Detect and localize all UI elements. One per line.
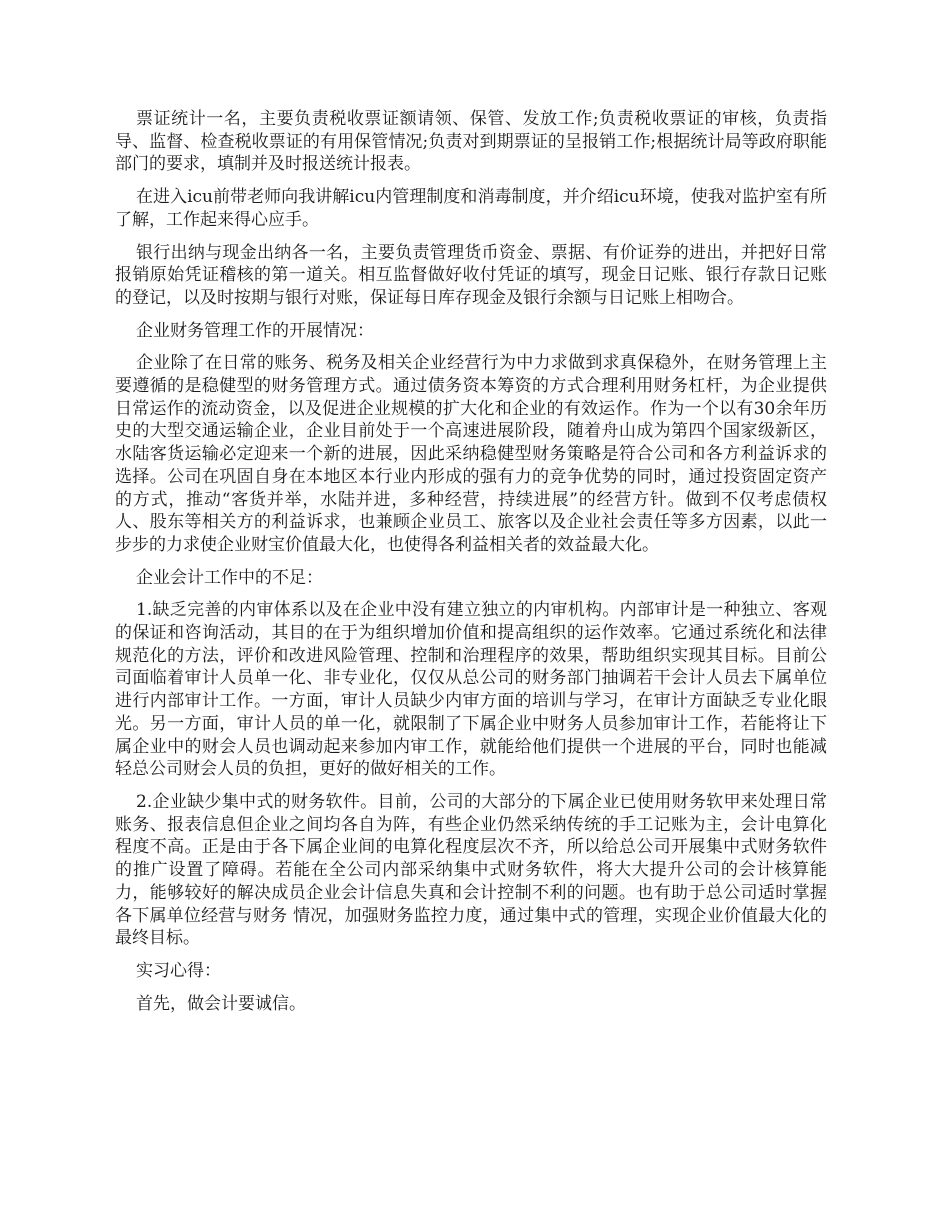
paragraph-tax-receipts: 票证统计一名，主要负责税收票证额请领、保管、发放工作;负责税收票证的审核，负责指导、监督、检查税收票证的有用保管情况;负责对到期票证的呈报销工作;根据统计局等政府职能部门的要求，填制并及时报送统计报表。: [115, 109, 827, 175]
section-heading-internship-reflection: 实习心得：: [136, 960, 221, 981]
paragraph-integrity: 首先，做会计要诚信。: [136, 993, 306, 1014]
paragraph-cashier: 银行出纳与现金出纳各一名，主要负责管理货币资金、票据、有价证券的进出，并把好日常报销原始凭证稽核的第一道关。相互监督做好收付凭证的填写，现金日记账、银行存款日记账的登记，以及时按期与银行对账，保证每日库存现金及银行余额与日记账上相吻合。: [115, 242, 827, 308]
paragraph-shortcoming-software: 2.企业缺少集中式的财务软件。目前，公司的大部分的下属企业已使用财务软甲来处理日常账务、报表信息但企业之间均各自为阵，有些企业仍然采纳传统的手工记账为主，会计电算化程度不高。正是由于各下属企业间的电算化程度层次不齐，所以给总公司开展集中式财务软件的推广设置了障碍。若能在全公司内部采纳集中式财务软件，将大大提升公司的会计核算能力，能够较好的解决成员企业会计信息失真和会计控制不利的问题。也有助于总公司适时掌握各下属单位经营与财务 情况，加强财务监控力度，通过集中式的管理，实现企业价值最大化的最终目标。: [115, 791, 827, 949]
section-heading-financial-management: 企业财务管理工作的开展情况：: [136, 320, 374, 341]
paragraph-icu: 在进入icu前带老师向我讲解icu内管理制度和消毒制度，并介绍icu环境，使我对监护室有所了解，工作起来得心应手。: [115, 187, 827, 230]
paragraph-shortcoming-audit: 1.缺乏完善的内审体系以及在企业中没有建立独立的内审机构。内部审计是一种独立、客观的保证和咨询活动，其目的在于为组织增加价值和提高组织的运作效率。它通过系统化和法律规范化的方法，评价和改进风险管理、控制和治理程序的效果，帮助组织实现其目标。目前公司面临着审计人员单一化、非专业化，仅仅从总公司的财务部门抽调若干会计人员去下属单位进行内部审计工作。一方面，审计人员缺少内审方面的培训与学习，在审计方面缺乏专业化眼光。另一方面，审计人员的单一化，就限制了下属企业中财务人员参加审计工作，若能将让下属企业中的财会人员也调动起来参加内审工作，就能给他们提供一个进展的平台，同时也能减轻总公司财会人员的负担，更好的做好相关的工作。: [115, 600, 827, 780]
document-body: [115, 108, 827, 1025]
section-heading-shortcomings: 企业会计工作中的不足：: [136, 567, 323, 588]
paragraph-financial-management: 企业除了在日常的账务、税务及相关企业经营行为中力求做到求真保稳外，在财务管理上主要遵循的是稳健型的财务管理方式。通过债务资本筹资的方式合理利用财务杠杆，为企业提供日常运作的流动资金，以及促进企业规模的扩大化和企业的有效运作。作为一个以有30余年历史的大型交通运输企业，企业目前处于一个高速进展阶段，随着舟山成为第四个国家级新区，水陆客货运输必定迎来一个新的进展，因此采纳稳健型财务策略是符合公司和各方利益诉求的选择。公司在巩固自身在本地区本行业内形成的强有力的竞争优势的同时，通过投资固定资产的方式，推动“客货并举，水陆并进，多种经营，持续进展”的经营方针。做到不仅考虑债权人、股东等相关方的利益诉求，也兼顾企业员工、旅客以及企业社会责任等多方因素，以此一步步的力求使企业财宝价值最大化，也使得各利益相关者的效益最大化。: [115, 353, 827, 555]
